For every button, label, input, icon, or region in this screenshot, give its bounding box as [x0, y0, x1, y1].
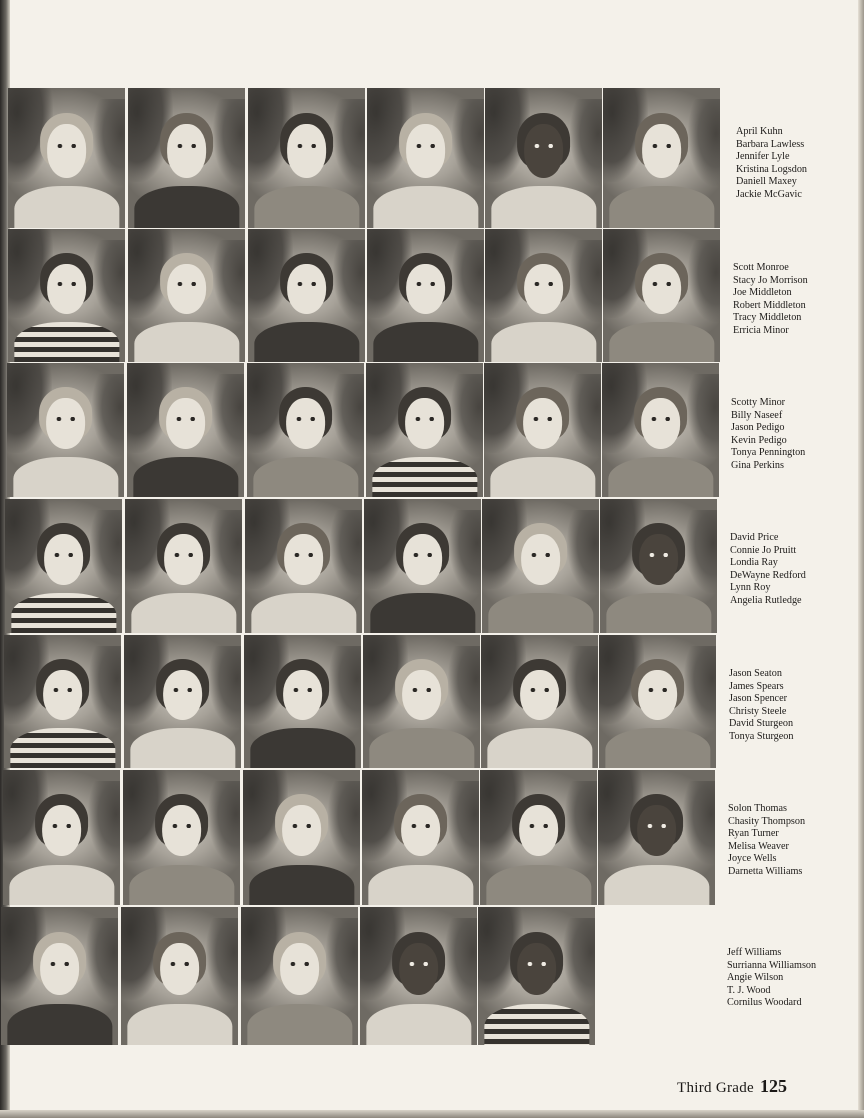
student-name: Angelia Rutledge [730, 594, 802, 606]
student-portrait [482, 499, 599, 633]
student-name: Jeff Williams [727, 947, 782, 958]
portrait-face [638, 670, 678, 721]
portrait-tree2 [570, 240, 602, 322]
portrait-face [164, 534, 204, 585]
portrait-body [605, 728, 710, 768]
portrait-body [11, 593, 116, 633]
student-portrait [244, 635, 361, 768]
student-portrait [7, 363, 124, 497]
name-list [730, 532, 806, 608]
portrait-tree2 [452, 240, 484, 322]
portrait-eyes [174, 417, 197, 421]
portrait-eyes [48, 962, 71, 966]
student-name: Scott Monroe [733, 262, 789, 273]
portrait-eyes [528, 688, 551, 692]
portrait-body [491, 186, 596, 228]
portrait-face [283, 670, 323, 721]
name-list [728, 803, 805, 879]
portrait-body [254, 322, 359, 362]
student-name: Tracy Middleton [733, 312, 802, 324]
student-name: Daniell Maxey [736, 176, 797, 188]
student-name: Connie Jo Pruitt [730, 544, 797, 556]
portrait-face [43, 670, 83, 721]
portrait-tree2 [566, 646, 598, 728]
portrait-tree2 [332, 374, 364, 457]
portrait-face [163, 670, 203, 721]
portrait-eyes [645, 824, 668, 828]
portrait-face [642, 124, 682, 177]
portrait-body [488, 593, 593, 633]
portrait-tree2 [89, 646, 121, 728]
portrait-body [254, 186, 359, 228]
student-portrait [364, 499, 481, 633]
portrait-body [250, 728, 355, 768]
portrait-body [373, 186, 478, 228]
name-list [729, 668, 793, 744]
portrait-body [373, 322, 478, 362]
portrait-body [10, 728, 115, 768]
portrait-tree2 [210, 510, 242, 593]
student-portrait [478, 907, 595, 1045]
portrait-eyes [50, 824, 73, 828]
portrait-eyes [171, 688, 194, 692]
student-portrait [603, 88, 720, 228]
student-portrait [124, 635, 241, 768]
portrait-tree2 [565, 781, 597, 865]
portrait-face [44, 534, 84, 585]
portrait-body [609, 322, 714, 362]
portrait-body [14, 322, 119, 362]
student-portrait [367, 229, 484, 362]
page-edge [858, 0, 864, 1118]
portrait-face [406, 124, 446, 177]
portrait-face [280, 943, 320, 995]
portrait-eyes [532, 282, 555, 286]
portrait-body [14, 186, 119, 228]
portrait-face [42, 805, 82, 856]
student-portrait [360, 907, 477, 1045]
student-portrait [485, 229, 602, 362]
student-name: Darnetta Williams [728, 865, 803, 877]
portrait-face [403, 534, 443, 585]
portrait-body [486, 865, 591, 906]
portrait-eyes [51, 688, 74, 692]
portrait-face [162, 805, 202, 856]
portrait-tree2 [687, 374, 719, 457]
portrait-eyes [646, 688, 669, 692]
portrait-face [401, 805, 441, 856]
portrait-body [13, 457, 118, 497]
portrait-tree2 [567, 510, 599, 593]
portrait-eyes [172, 553, 195, 557]
portrait-eyes [295, 282, 318, 286]
portrait-tree2 [333, 99, 365, 186]
portrait-face [287, 264, 327, 315]
student-name: Jason Seaton [729, 668, 782, 679]
portrait-eyes [175, 144, 198, 148]
portrait-body [249, 865, 354, 906]
portrait-eyes [292, 553, 315, 557]
portrait-tree2 [93, 240, 125, 322]
portrait-face [286, 398, 326, 449]
portrait-tree2 [86, 918, 118, 1004]
portrait-tree2 [93, 99, 125, 186]
student-name: Jason Pedigo [731, 422, 785, 434]
portrait-tree2 [448, 646, 480, 728]
portrait-eyes [294, 417, 317, 421]
portrait-tree2 [92, 374, 124, 457]
portrait-face [287, 124, 327, 177]
portrait-face [524, 264, 564, 315]
portrait-body [608, 457, 713, 497]
portrait-body [251, 593, 356, 633]
portrait-eyes [288, 962, 311, 966]
portrait-body [131, 593, 236, 633]
portrait-body [133, 457, 238, 497]
portrait-tree2 [90, 510, 122, 593]
student-name: Jennifer Lyle [736, 151, 790, 163]
portrait-face [166, 398, 206, 449]
portrait-face [521, 534, 561, 585]
portrait-face [517, 943, 557, 995]
portrait-eyes [52, 553, 75, 557]
portrait-eyes [55, 144, 78, 148]
portrait-body [370, 593, 475, 633]
student-name: Tonya Sturgeon [729, 730, 794, 742]
student-portrait [127, 363, 244, 497]
section-title: Third Grade [677, 1080, 755, 1096]
student-portrait [125, 499, 242, 633]
portrait-tree2 [329, 646, 361, 728]
portrait-eyes [54, 417, 77, 421]
portrait-face [47, 124, 87, 177]
portrait-body [490, 457, 595, 497]
student-name: Tonya Pennington [731, 447, 806, 459]
portrait-face [641, 398, 681, 449]
student-name: Kristina Logsdon [736, 163, 808, 175]
student-portrait [600, 499, 717, 633]
portrait-eyes [414, 144, 437, 148]
student-name: David Price [730, 532, 779, 543]
portrait-tree2 [685, 510, 717, 593]
portrait-tree2 [452, 99, 484, 186]
student-portrait [366, 363, 483, 497]
portrait-face [46, 398, 86, 449]
student-name: Robert Middleton [733, 299, 806, 311]
portrait-tree2 [208, 781, 240, 865]
portrait-eyes [650, 144, 673, 148]
student-portrait [3, 770, 120, 905]
portrait-body [604, 865, 709, 906]
student-portrait [8, 88, 125, 228]
portrait-eyes [527, 824, 550, 828]
student-portrait [243, 770, 360, 905]
portrait-face [520, 670, 560, 721]
student-portrait [480, 770, 597, 905]
student-portrait [1, 907, 118, 1045]
portrait-tree2 [683, 781, 715, 865]
student-portrait [367, 88, 484, 228]
student-portrait [481, 635, 598, 768]
portrait-body [368, 865, 473, 906]
student-name: Melisa Weaver [728, 840, 789, 852]
student-name: Scotty Minor [731, 397, 786, 408]
portrait-eyes [409, 824, 432, 828]
student-name: Barbara Lawless [736, 138, 805, 150]
portrait-face [167, 124, 207, 177]
portrait-tree2 [212, 374, 244, 457]
portrait-body [247, 1004, 352, 1045]
student-name: Solon Thomas [728, 803, 787, 814]
portrait-eyes [55, 282, 78, 286]
student-name: James Spears [729, 680, 784, 692]
student-portrait [599, 635, 716, 768]
portrait-tree2 [333, 240, 365, 322]
portrait-tree2 [688, 240, 720, 322]
portrait-face [282, 805, 322, 856]
portrait-eyes [647, 553, 670, 557]
student-name: Jackie McGavic [736, 188, 802, 200]
portrait-tree2 [328, 781, 360, 865]
student-portrait [4, 635, 121, 768]
portrait-tree2 [563, 918, 595, 1004]
portrait-face [637, 805, 677, 856]
student-portrait [363, 635, 480, 768]
portrait-tree2 [88, 781, 120, 865]
portrait-tree2 [569, 374, 601, 457]
portrait-tree2 [570, 99, 602, 186]
portrait-face [47, 264, 87, 315]
student-portrait [598, 770, 715, 905]
student-portrait [603, 229, 720, 362]
student-portrait [121, 907, 238, 1045]
name-list [733, 262, 808, 338]
portrait-tree2 [447, 781, 479, 865]
student-name: Billy Naseef [731, 409, 783, 421]
portrait-eyes [410, 688, 433, 692]
portrait-face [405, 398, 445, 449]
student-portrait [247, 363, 364, 497]
portrait-body [134, 186, 239, 228]
student-portrait [123, 770, 240, 905]
portrait-face [524, 124, 564, 177]
portrait-eyes [649, 417, 672, 421]
student-portrait [8, 229, 125, 362]
name-list [727, 947, 816, 1010]
portrait-eyes [531, 417, 554, 421]
portrait-body [130, 728, 235, 768]
portrait-body [253, 457, 358, 497]
portrait-eyes [529, 553, 552, 557]
student-name: T. J. Wood [727, 984, 771, 996]
student-name: Ryan Turner [728, 828, 779, 840]
portrait-eyes [532, 144, 555, 148]
portrait-tree2 [330, 510, 362, 593]
portrait-eyes [291, 688, 314, 692]
student-name: Joe Middleton [733, 287, 792, 299]
page-footer [677, 1076, 787, 1097]
student-name: Christy Steele [729, 705, 787, 717]
student-portrait [245, 499, 362, 633]
portrait-eyes [407, 962, 430, 966]
name-list [731, 397, 805, 473]
student-name: Cornilus Woodard [727, 997, 802, 1009]
portrait-body [134, 322, 239, 362]
portrait-face [642, 264, 682, 315]
student-name: April Kuhn [736, 126, 783, 137]
student-name: Chasity Thompson [728, 815, 806, 827]
portrait-face [399, 943, 439, 995]
student-name: DeWayne Redford [730, 569, 806, 581]
portrait-face [402, 670, 442, 721]
portrait-eyes [290, 824, 313, 828]
student-name: Stacy Jo Morrison [733, 274, 808, 286]
portrait-eyes [650, 282, 673, 286]
portrait-face [40, 943, 80, 995]
student-portrait [248, 88, 365, 228]
portrait-body [484, 1004, 589, 1045]
portrait-eyes [170, 824, 193, 828]
student-name: Angie Wilson [727, 972, 784, 984]
student-portrait [484, 363, 601, 497]
student-name: Gina Perkins [731, 459, 784, 471]
portrait-body [491, 322, 596, 362]
portrait-body [7, 1004, 112, 1045]
student-name: Erricia Minor [733, 324, 789, 336]
portrait-face [284, 534, 324, 585]
student-name: Londia Ray [730, 557, 778, 569]
portrait-face [406, 264, 446, 315]
portrait-body [366, 1004, 471, 1045]
portrait-face [160, 943, 200, 995]
portrait-tree2 [688, 99, 720, 186]
student-portrait [128, 88, 245, 228]
portrait-tree2 [451, 374, 483, 457]
student-portrait [128, 229, 245, 362]
portrait-tree2 [449, 510, 481, 593]
portrait-body [127, 1004, 232, 1045]
portrait-tree2 [213, 99, 245, 186]
portrait-tree2 [684, 646, 716, 728]
portrait-eyes [295, 144, 318, 148]
portrait-tree2 [209, 646, 241, 728]
student-portrait [602, 363, 719, 497]
portrait-tree2 [213, 240, 245, 322]
portrait-body [9, 865, 114, 906]
student-portrait [5, 499, 122, 633]
portrait-body [129, 865, 234, 906]
portrait-face [639, 534, 679, 585]
portrait-eyes [411, 553, 434, 557]
page-bottom-edge [0, 1110, 864, 1118]
portrait-tree2 [326, 918, 358, 1004]
portrait-tree2 [445, 918, 477, 1004]
student-name: Jason Spencer [729, 693, 787, 705]
portrait-face [519, 805, 559, 856]
student-name: Lynn Roy [730, 582, 771, 594]
student-name: Surrianna Williamson [727, 959, 817, 971]
portrait-tree2 [206, 918, 238, 1004]
page-number: 125 [760, 1076, 788, 1096]
portrait-eyes [525, 962, 548, 966]
student-portrait [248, 229, 365, 362]
student-name: Joyce Wells [728, 853, 777, 865]
student-portrait [241, 907, 358, 1045]
portrait-eyes [414, 282, 437, 286]
student-name: Kevin Pedigo [731, 434, 787, 446]
portrait-body [487, 728, 592, 768]
portrait-face [523, 398, 563, 449]
portrait-body [606, 593, 711, 633]
student-portrait [485, 88, 602, 228]
portrait-eyes [168, 962, 191, 966]
portrait-eyes [413, 417, 436, 421]
portrait-body [369, 728, 474, 768]
portrait-face [167, 264, 207, 315]
portrait-body [372, 457, 477, 497]
name-list [736, 126, 807, 202]
student-portrait [362, 770, 479, 905]
portrait-body [609, 186, 714, 228]
portrait-eyes [175, 282, 198, 286]
student-name: David Sturgeon [729, 718, 794, 730]
